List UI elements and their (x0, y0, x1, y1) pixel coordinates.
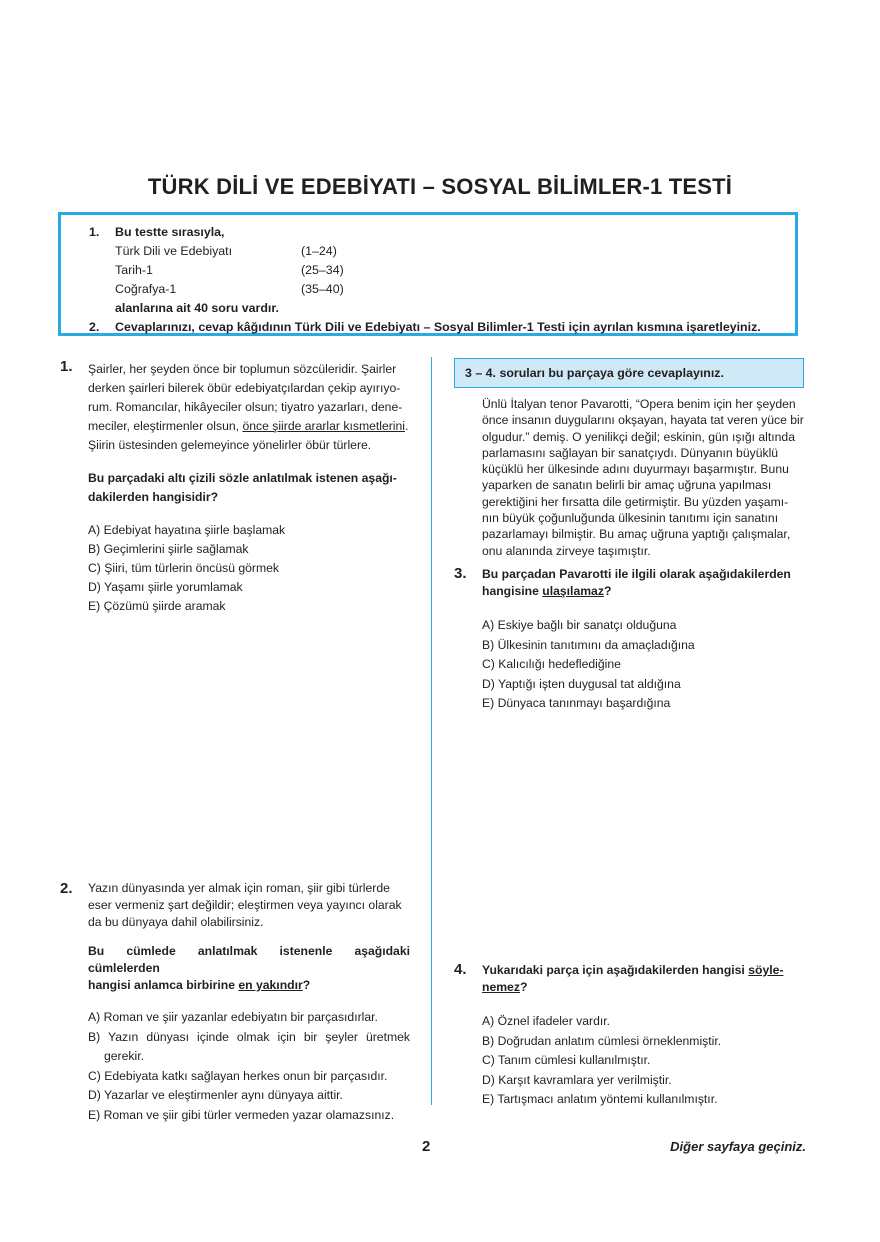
answer-options (88, 521, 410, 616)
answer-option-b[interactable]: B) Yazın dünyası içinde olmak için bir şeyler üretmek (88, 1029, 410, 1044)
question-2-number: 2. (60, 880, 73, 897)
area-range: (1–24) (301, 244, 337, 258)
underlined-phrase: nemez (482, 980, 520, 994)
passage-line: pazarlamayı bilmiştir. Bu amaç uğruna yaptığı çalışmalar, (482, 527, 791, 542)
stem-text: ? (519, 980, 528, 994)
passage-line: olgudur.” demiş. O yenilikçi değil; eskinin, gün ışığı altında (482, 429, 795, 444)
passage-line: Şairler, her şeyden önce bir toplumun sözcüleridir. Şairler (88, 362, 397, 376)
question-stem: Bu parçadaki altı çizili sözle anlatılmak istenen aşağı- (88, 471, 397, 485)
passage-line: onu alanında zirveye taşımıştır. (482, 543, 651, 558)
answer-option-e[interactable]: E) Çözümü şiirde aramak (88, 599, 226, 613)
answer-option-b[interactable]: B) Ülkesinin tanıtımını da amaçladığına (482, 637, 695, 652)
underlined-phrase: söyle- (748, 963, 784, 977)
question-3 (482, 566, 804, 714)
answer-option-a[interactable]: A) Roman ve şiir yazanlar edebiyatın bir parçasıdırlar. (88, 1010, 378, 1024)
passage-header-box: 3 – 4. soruları bu parçaya göre cevaplayınız. (454, 358, 804, 388)
next-page-note: Diğer sayfaya geçiniz. (670, 1139, 806, 1154)
question-4-number: 4. (454, 961, 467, 978)
stem-text: hangisine (482, 584, 543, 598)
answer-option-c[interactable]: C) Tanım cümlesi kullanılmıştır. (482, 1053, 651, 1067)
answer-options (482, 1012, 804, 1110)
answer-option-b[interactable]: B) Doğrudan anlatım cümlesi örneklenmiştir. (482, 1033, 722, 1048)
answer-option-e[interactable]: E) Tartışmacı anlatım yöntemi kullanılmıştır. (482, 1092, 718, 1106)
passage-line: rum. Romancılar, hikâyeciler olsun; tiyatro yazarları, dene- (88, 400, 403, 414)
answer-option-c[interactable]: C) Edebiyata katkı sağlayan herkes onun bir parçasıdır. (88, 1068, 388, 1083)
underlined-phrase: en yakındır (238, 978, 303, 992)
answer-option-d[interactable]: D) Yazarlar ve eleştirmenler aynı dünyaya aittir. (88, 1088, 343, 1102)
passage-line: Yazın dünyasında yer almak için roman, şiir gibi türlerde (88, 881, 390, 895)
question-1-number: 1. (60, 358, 73, 375)
passage-line: da bu dünyaya dahil olabilirsiniz. (88, 915, 264, 929)
page-number: 2 (422, 1138, 431, 1155)
question-stem: Bu parçadan Pavarotti ile ilgili olarak aşağıdakilerden (482, 567, 791, 581)
answer-option-a[interactable]: A) Edebiyat hayatına şiirle başlamak (88, 523, 286, 537)
question-4 (482, 962, 804, 1110)
passage-line: gerektiğini her fırsatta dile getirmiştir. Bu yüzden yaşamı- (482, 494, 789, 509)
answer-option-a[interactable]: A) Eskiye bağlı bir sanatçı olduğuna (482, 618, 677, 632)
answer-option-c[interactable]: C) Kalıcılığı hedeflediğine (482, 657, 621, 671)
underlined-phrase: önce şiirde ararlar kısmetlerini (242, 419, 405, 433)
shared-passage (482, 396, 804, 559)
answer-option-e[interactable]: E) Dünyaca tanınmayı başardığına (482, 696, 671, 710)
passage-line: Şiirin üstesinden gelemeyince yönelirler öbür türlere. (88, 438, 372, 452)
question-stem (482, 979, 804, 996)
instruction-2-number: 2. (89, 320, 100, 334)
question-stem (482, 583, 804, 600)
area-range: (25–34) (301, 263, 344, 277)
question-1 (88, 360, 410, 616)
answer-option-b-continued: gerekir. (104, 1049, 144, 1063)
passage-line: nın büyük çoğunluğunda ülkesinin tanıtımı için sanatını (482, 511, 779, 526)
answer-option-d[interactable]: D) Yaşamı şiirle yorumlamak (88, 580, 243, 594)
stem-text: Yukarıdaki parça için aşağıdakilerden hangisi (482, 963, 749, 977)
answer-option-b[interactable]: B) Geçimlerini şiirle sağlamak (88, 542, 249, 556)
passage-line (88, 417, 410, 436)
question-stem (88, 977, 410, 994)
passage-line: yaparken de sanatın belirli bir amaç uğruna yapılması (482, 478, 772, 493)
column-divider (431, 357, 432, 1105)
question-2 (88, 880, 410, 1125)
test-title: TÜRK DİLİ VE EDEBİYATI – SOSYAL BİLİMLER-1 TESTİ (147, 174, 733, 199)
passage-line: eser vermeniz şart değildir; eleştirmen veya yayıncı olarak (88, 898, 402, 912)
area-range: (35–40) (301, 282, 344, 296)
instruction-1-tail: alanlarına ait 40 soru vardır. (115, 301, 279, 315)
answer-option-d[interactable]: D) Yaptığı işten duygusal tat aldığına (482, 676, 681, 691)
underlined-phrase: ulaşılamaz (542, 584, 604, 598)
answer-option-e[interactable]: E) Roman ve şiir gibi türler vermeden yazar olamazsınız. (88, 1107, 395, 1122)
stem-text: hangisi anlamca birbirine (88, 978, 239, 992)
passage-line: parlamasını sağlayan bir sanatçıydı. Dünyanın büyüklü (482, 445, 779, 460)
answer-option-c[interactable]: C) Şiiri, tüm türlerin öncüsü görmek (88, 561, 279, 575)
instruction-2-text: Cevaplarınızı, cevap kâğıdının Türk Dili ve Edebiyatı – Sosyal Bilimler-1 Testi için ayrılan kısmına işaretleyiniz. (115, 320, 761, 334)
stem-text: ? (603, 584, 612, 598)
question-stem: dakilerden hangisidir? (88, 490, 219, 504)
answer-option-a[interactable]: A) Öznel ifadeler vardır. (482, 1014, 611, 1028)
answer-options (482, 616, 804, 714)
area-name: Tarih-1 (115, 263, 153, 277)
passage-line: Ünlü İtalyan tenor Pavarotti, “Opera benim için her şeyden (482, 397, 796, 411)
area-name: Türk Dili ve Edebiyatı (115, 244, 233, 258)
question-stem (482, 962, 804, 979)
answer-options (88, 1008, 410, 1125)
passage-line: derken şairleri bilerek öbür edebiyatçılardan çekip ayırıyo- (88, 381, 401, 395)
question-3-number: 3. (454, 565, 467, 582)
question-stem: Bu cümlede anlatılmak istenenle aşağıdaki cümlelerden (88, 944, 410, 975)
instructions-box (58, 212, 798, 336)
passage-line: önce insanın duygularını okşayan, hayata tat veren yüce bir (482, 413, 804, 428)
passage-text: . (405, 419, 409, 433)
area-name: Coğrafya-1 (115, 282, 177, 296)
passage-line: küçüklü her ülkesinde adını duyurmayı başarmıştır. Bunu (482, 462, 789, 477)
passage-text: meciler, eleştirmenler olsun, (88, 419, 243, 433)
answer-option-d[interactable]: D) Karşıt kavramlara yer verilmiştir. (482, 1072, 672, 1087)
stem-text: ? (302, 978, 311, 992)
instruction-1-heading: Bu testte sırasıyla, (115, 225, 225, 239)
instruction-1-number: 1. (89, 225, 100, 239)
